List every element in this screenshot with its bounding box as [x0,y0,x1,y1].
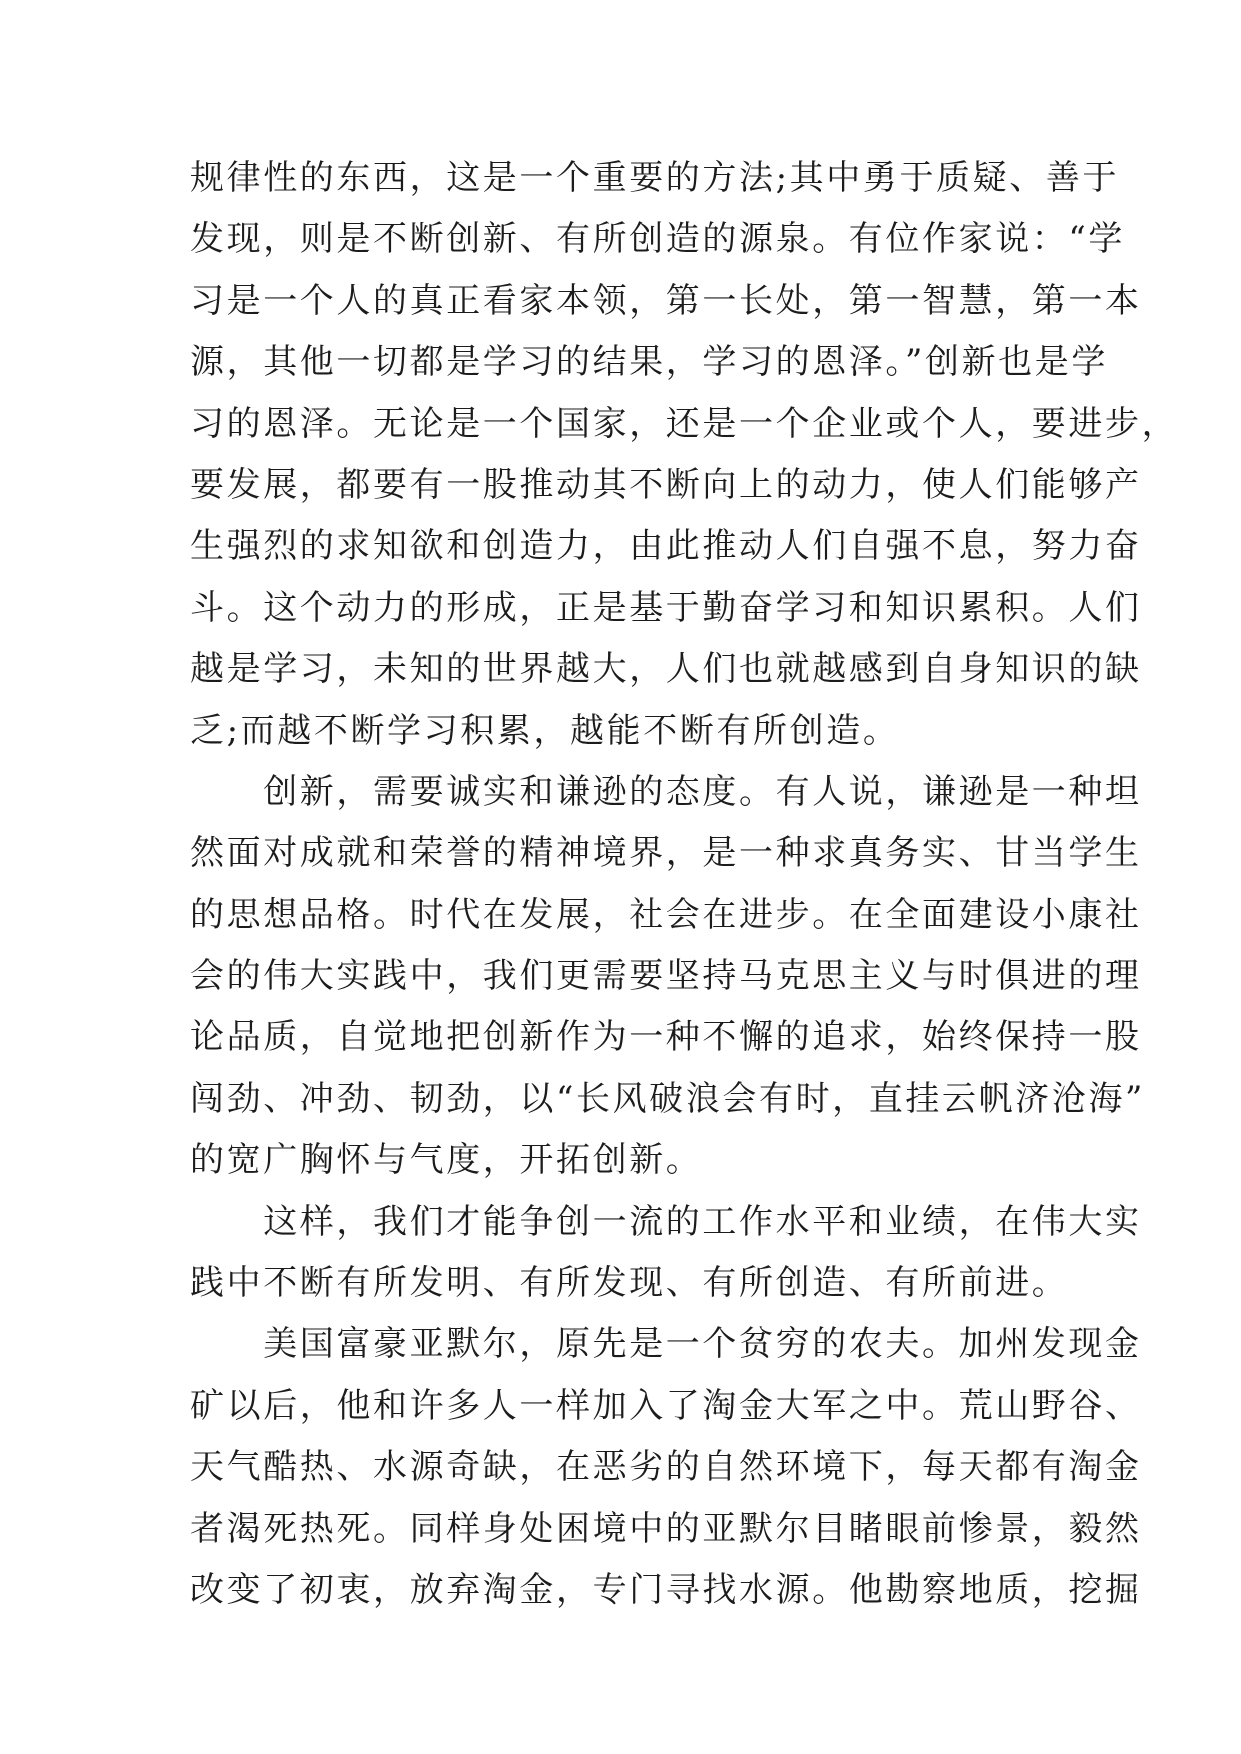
text-line: 源，其他一切都是学习的结果，学习的恩泽。”创新也是学 [190,342,1108,383]
text-line: 规律性的东西，这是一个重要的方法;其中勇于质疑、善于 [190,158,1120,198]
text-line: 的宽广胸怀与气度，开拓创新。 [190,1140,703,1181]
text-line: 践中不断有所发明、有所发现、有所创造、有所前进。 [190,1263,1069,1304]
text-line: 发现，则是不断创新、有所创造的源泉。有位作家说：“学 [190,219,1125,260]
text-line: 这样，我们才能争创一流的工作水平和业绩，在伟大实 [190,1201,1142,1242]
text-line: 的思想品格。时代在发展，社会在进步。在全面建设小康社 [190,894,1142,935]
text-line: 生强烈的求知欲和创造力，由此推动人们自强不息，努力奋 [190,526,1142,567]
text-line: 天气酷热、水源奇缺，在恶劣的自然环境下，每天都有淘金 [190,1447,1142,1488]
text-line: 美国富豪亚默尔，原先是一个贫穷的农夫。加州发现金 [190,1324,1142,1365]
body-text [190,154,1179,1627]
text-line: 改变了初衷，放弃淘金，专门寻找水源。他勘察地质，挖掘 [190,1569,1142,1610]
text-line: 会的伟大实践中，我们更需要坚持马克思主义与时俱进的理 [190,956,1142,997]
text-line: 越是学习，未知的世界越大，人们也就越感到自身知识的缺 [190,649,1142,690]
text-line: 论品质，自觉地把创新作为一种不懈的追求，始终保持一股 [190,1017,1142,1058]
text-line: 要发展，都要有一股推动其不断向上的动力，使人们能够产 [190,464,1142,505]
text-line: 斗。这个动力的形成，正是基于勤奋学习和知识累积。人们 [190,587,1142,628]
text-line: 创新，需要诚实和谦逊的态度。有人说，谦逊是一种坦 [190,771,1142,812]
text-line: 矿以后，他和许多人一样加入了淘金大军之中。荒山野谷、 [190,1385,1142,1426]
text-line: 乏;而越不断学习积累，越能不断有所创造。 [190,710,900,751]
text-line: 者渴死热死。同样身处困境中的亚默尔目睹眼前惨景，毅然 [190,1508,1142,1549]
text-line: 然面对成就和荣誉的精神境界，是一种求真务实、甘当学生 [190,833,1142,874]
text-line: 习是一个人的真正看家本领，第一长处，第一智慧，第一本 [190,280,1142,321]
text-line: 习的恩泽。无论是一个国家，还是一个企业或个人，要进步， [190,403,1179,444]
text-line: 闯劲、冲劲、韧劲，以“长风破浪会有时，直挂云帆济沧海” [190,1078,1145,1119]
